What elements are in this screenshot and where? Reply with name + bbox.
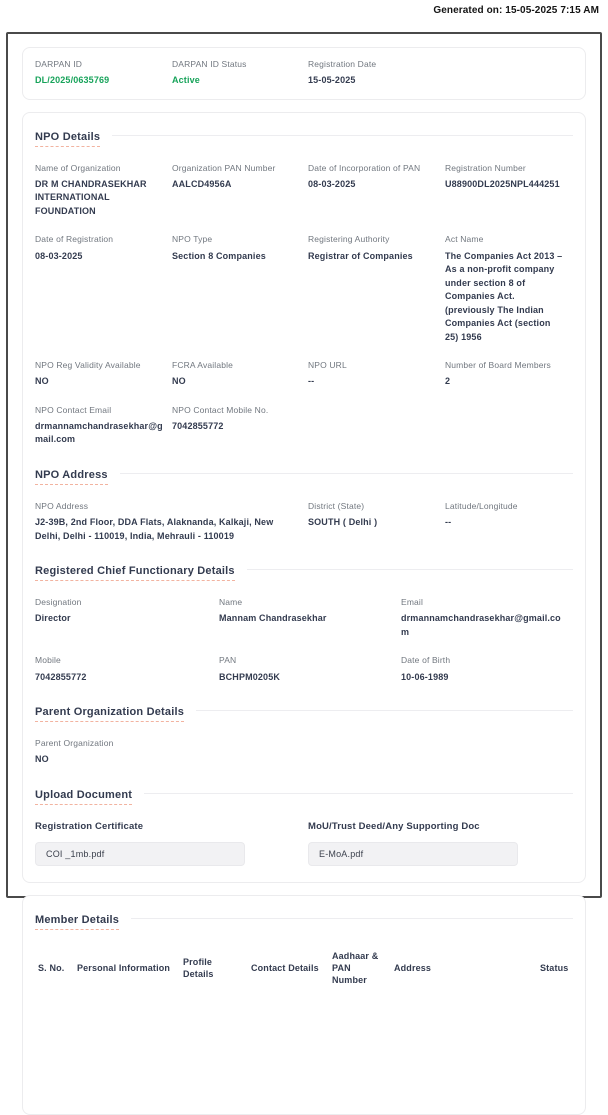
field-value: DR M CHANDRASEKHAR INTERNATIONAL FOUNDATION bbox=[35, 178, 147, 216]
field-darpan-status bbox=[172, 59, 308, 88]
column-header-sno: S. No. bbox=[38, 962, 65, 973]
field-date-of-registration bbox=[35, 234, 172, 344]
field-label: FCRA Available bbox=[172, 360, 234, 371]
field-label: PAN bbox=[219, 655, 237, 666]
report-page bbox=[6, 32, 602, 985]
parent-org-row bbox=[35, 738, 573, 767]
field-value: drmannamchandrasekhar@gmail.com bbox=[35, 420, 163, 445]
field-value: SOUTH ( Delhi ) bbox=[308, 517, 378, 528]
column-header-contact-details: Contact Details bbox=[251, 962, 319, 973]
field-lat-long bbox=[445, 501, 573, 543]
member-table-header bbox=[35, 950, 573, 986]
chief-row-2 bbox=[35, 655, 573, 684]
field-npo-type bbox=[172, 234, 308, 344]
section-title: Upload Document bbox=[35, 789, 132, 805]
field-label: Registration Date bbox=[308, 59, 377, 69]
section-divider bbox=[144, 793, 573, 794]
npo-address-row bbox=[35, 501, 573, 543]
field-board-members bbox=[445, 360, 573, 389]
section-title: NPO Address bbox=[35, 469, 108, 485]
field-registering-authority bbox=[308, 234, 445, 344]
field-value: Section 8 Companies bbox=[172, 250, 266, 261]
field-label: NPO Contact Mobile No. bbox=[172, 404, 269, 415]
field-value: NO bbox=[35, 376, 49, 387]
field-label: Email bbox=[401, 597, 424, 608]
field-label: Mobile bbox=[35, 655, 61, 666]
field-label: NPO Address bbox=[35, 500, 89, 511]
field-label: Parent Organization bbox=[35, 738, 114, 748]
document-label: Registration Certificate bbox=[35, 820, 144, 832]
field-value: 08-03-2025 bbox=[35, 250, 83, 261]
field-label: Designation bbox=[35, 597, 82, 608]
field-label: NPO Reg Validity Available bbox=[35, 360, 141, 371]
field-label: NPO URL bbox=[308, 360, 347, 371]
field-npo-contact-email bbox=[35, 405, 172, 447]
field-label: Registering Authority bbox=[308, 234, 390, 245]
section-divider bbox=[120, 473, 573, 474]
field-value: NO bbox=[35, 754, 49, 765]
field-value: Registrar of Companies bbox=[308, 250, 413, 261]
field-designation bbox=[35, 597, 219, 639]
column-header-address: Address bbox=[394, 962, 432, 973]
field-registration-number bbox=[445, 163, 573, 219]
field-value: BCHPM0205K bbox=[219, 671, 281, 682]
npo-details-row-1 bbox=[35, 163, 573, 219]
field-value: U88900DL2025NPL444251 bbox=[445, 178, 560, 189]
upload-document-row bbox=[35, 821, 573, 866]
field-value: -- bbox=[445, 517, 452, 528]
field-label: District (State) bbox=[308, 500, 365, 511]
darpan-summary-card bbox=[22, 47, 586, 100]
section-header-upload-document bbox=[35, 789, 573, 805]
field-value: J2-39B, 2nd Floor, DDA Flats, Alaknanda, Kalkaji, New Delhi, Delhi - 110019, India, Mehrauli - 110019 bbox=[35, 517, 274, 541]
document-label: MoU/Trust Deed/Any Supporting Doc bbox=[308, 820, 480, 832]
field-value: 15-05-2025 bbox=[308, 75, 356, 86]
field-value: The Companies Act 2013 – As a non-profit company under section 8 of Companies Act. (previously The Indian Companies Act (section 25) 1956 bbox=[445, 250, 563, 342]
section-header-parent-org bbox=[35, 706, 573, 722]
field-incorporation-date bbox=[308, 163, 445, 219]
field-label: Date of Birth bbox=[401, 655, 451, 666]
field-name-of-organization bbox=[35, 163, 172, 219]
section-divider bbox=[131, 918, 573, 919]
field-value: AALCD4956A bbox=[172, 178, 232, 189]
field-label: DARPAN ID Status bbox=[172, 59, 247, 69]
npo-main-card bbox=[22, 112, 586, 883]
column-header-aadhaar-pan: Aadhaar & PAN Number bbox=[332, 950, 379, 985]
field-label: Name of Organization bbox=[35, 162, 121, 173]
field-label: DARPAN ID bbox=[35, 59, 83, 69]
npo-details-row-4 bbox=[35, 405, 573, 447]
section-divider bbox=[112, 135, 573, 136]
section-header-member-details bbox=[35, 914, 573, 930]
field-chief-pan bbox=[219, 655, 401, 684]
field-label: Name bbox=[219, 597, 243, 608]
column-header-status: Status bbox=[540, 962, 569, 973]
field-fcra-available bbox=[172, 360, 308, 389]
section-header-npo-address bbox=[35, 469, 573, 485]
member-details-card bbox=[22, 895, 586, 1115]
field-label: Act Name bbox=[445, 234, 484, 245]
section-title: Member Details bbox=[35, 914, 119, 930]
field-value: 2 bbox=[445, 376, 451, 387]
field-value: 7042855772 bbox=[35, 671, 87, 682]
field-chief-name bbox=[219, 597, 401, 639]
field-npo-address bbox=[35, 501, 308, 543]
darpan-id-value: DL/2025/0635769 bbox=[35, 75, 110, 86]
chief-row-1 bbox=[35, 597, 573, 639]
field-act-name bbox=[445, 234, 573, 344]
field-label: Number of Board Members bbox=[445, 360, 551, 371]
field-chief-mobile bbox=[35, 655, 219, 684]
field-date-of-birth bbox=[401, 655, 573, 684]
field-darpan-id bbox=[35, 59, 172, 88]
field-registration-date bbox=[308, 59, 445, 88]
field-value: 10-06-1989 bbox=[401, 671, 449, 682]
field-label: Date of Registration bbox=[35, 234, 114, 245]
field-value: Mannam Chandrasekhar bbox=[219, 613, 327, 624]
field-label: Date of Incorporation of PAN bbox=[308, 162, 421, 173]
field-reg-validity bbox=[35, 360, 172, 389]
npo-details-row-2 bbox=[35, 234, 573, 344]
section-title: Parent Organization Details bbox=[35, 706, 184, 722]
upload-supporting-doc bbox=[308, 821, 573, 866]
section-divider bbox=[196, 710, 573, 711]
field-chief-email bbox=[401, 597, 573, 639]
section-title: Registered Chief Functionary Details bbox=[35, 565, 235, 581]
status-badge: Active bbox=[172, 75, 200, 86]
field-npo-url bbox=[308, 360, 445, 389]
registration-certificate-file[interactable]: COI _1mb.pdf bbox=[35, 842, 245, 866]
npo-details-row-3 bbox=[35, 360, 573, 389]
field-label: NPO Contact Email bbox=[35, 404, 112, 415]
field-label: Registration Number bbox=[445, 162, 526, 173]
field-value: 7042855772 bbox=[172, 420, 224, 431]
section-header-npo-details bbox=[35, 131, 573, 147]
field-value: drmannamchandrasekhar@gmail.com bbox=[401, 613, 561, 637]
section-title: NPO Details bbox=[35, 131, 100, 147]
field-parent-organization bbox=[35, 738, 573, 767]
supporting-doc-file[interactable]: E-MoA.pdf bbox=[308, 842, 518, 866]
field-label: Organization PAN Number bbox=[172, 162, 276, 173]
field-value: NO bbox=[172, 376, 186, 387]
field-label: NPO Type bbox=[172, 234, 213, 245]
field-organization-pan bbox=[172, 163, 308, 219]
field-label: Latitude/Longitude bbox=[445, 500, 518, 511]
field-value: Director bbox=[35, 613, 71, 624]
generated-on-timestamp: Generated on: 15-05-2025 7:15 AM bbox=[433, 5, 599, 16]
field-district-state bbox=[308, 501, 445, 543]
field-value: -- bbox=[308, 376, 315, 387]
upload-registration-certificate bbox=[35, 821, 308, 866]
section-divider bbox=[247, 569, 573, 570]
column-header-profile-details: Profile Details bbox=[183, 956, 214, 979]
column-header-personal-information: Personal Information bbox=[77, 962, 171, 973]
field-npo-contact-mobile bbox=[172, 405, 308, 447]
field-value: 08-03-2025 bbox=[308, 178, 356, 189]
section-header-chief-functionary bbox=[35, 565, 573, 581]
